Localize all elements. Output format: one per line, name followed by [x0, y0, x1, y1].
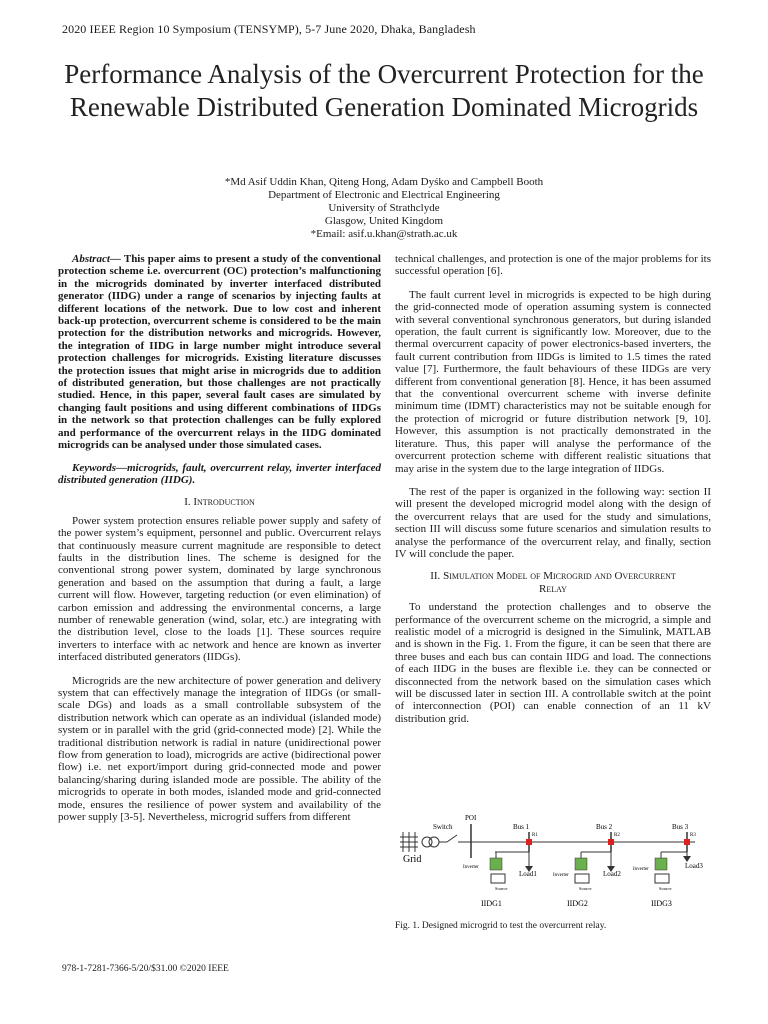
relay-r1: [526, 839, 532, 845]
iidg3-label: IIDG3: [651, 899, 672, 908]
relay-r3-label: R3: [690, 833, 696, 838]
source-1: [491, 874, 505, 883]
load2-label: Load2: [603, 870, 621, 878]
source-3-label: Source: [659, 886, 672, 891]
conference-header: 2020 IEEE Region 10 Symposium (TENSYMP), 5-7 June 2020, Dhaka, Bangladesh: [62, 22, 476, 36]
section-2-number: II.: [430, 570, 441, 583]
paper-title: Performance Analysis of the Overcurrent Protection for the Renewable Distributed Generation Dominated Microgrids: [64, 59, 704, 122]
relay-r1-label: R1: [532, 833, 538, 838]
author-department: Department of Electronic and Electrical Engineering: [268, 189, 500, 201]
section-1-heading: [58, 496, 381, 508]
intro-paragraph-2-continued: technical challenges, and protection is one of the major problems for its successful operation [6].: [395, 253, 711, 278]
author-block: [150, 176, 618, 241]
abstract-text: This paper aims to present a study of the conventional protection scheme i.e. overcurrent (OC) protection’s malfunctioning in the microgrids dominated by inverter interfaced distributed generator (IIDG) under a range of scenarios by injecting faults at different locations of the network. Due to low cost and inherent back-up protection, overcurrent scheme is considered to be the main protection for the distribution networks and microgrids. However, the integration of IIDG in large number might introduce several protection challenges for microgrids. Existing literature discusses the protection issues that might arise in microgrids due to addition of distributed generation, but those challenges are not practically studied. Hence, in this paper, several fault cases are simulated by changing fault positions and using different combinations of IIDGs in the network so that protection challenges can be fully explored and performance of the overcurrent relays in the IIDG dominated microgrids can be analysed under those simulated cases.: [58, 253, 381, 452]
section-2-paragraph-1: To understand the protection challenges and to observe the performance of the overcurrent scheme on the microgrid, a simple and realistic model of a microgrid is designed in the Simulink, MATLAB and is shown in the Fig. 1. From the figure, it can be seen that there are three buses and each bus can contain IIDG and load. The connections of each IIDG in the buses are flexible i.e. they can be connected or disconnected from the network based on the simulation cases which will be discussed later in section III. A controllable switch at the point of interconnection (POI) can enable connection of an 11 kV distribution grid.: [395, 601, 711, 725]
section-2-title-line2: Relay: [539, 582, 567, 595]
relay-r3: [684, 839, 690, 845]
microgrid-diagram: [395, 810, 711, 910]
source-1-label: Source: [495, 886, 508, 891]
grid-label: Grid: [403, 854, 422, 865]
inverter-1-label: Inverter: [463, 865, 479, 870]
copyright-footer: 978-1-7281-7366-5/20/$31.00 ©2020 IEEE: [62, 964, 229, 974]
relay-r2: [608, 839, 614, 845]
intro-paragraph-1: Power system protection ensures reliable power supply and safety of the power system’s equipment, personnel and public. Overcurrent relays that continuously measure current magnitude are responsible to detect faults in the distribution lines. The scheme is designed for the conventional strong power system, dominated by large synchronous generation and based on the assumption that during a fault, a large current will flow. However, targeting reduction (or even elimination) of carbon emission and addressing the environmental concerns, a large number of renewable generation (wind, solar, etc.) are integrating with the distribution level, close to the loads [1]. These sources require inverters to interface with ac network and hence are known as inverter interfaced distributed generators (IIDGs).: [58, 514, 381, 664]
figure-caption: Fig. 1. Designed microgrid to test the overcurrent relay.: [395, 921, 607, 931]
source-3: [655, 874, 669, 883]
grid-symbol: [400, 832, 418, 852]
relay-r2-label: R2: [614, 833, 620, 838]
switch-contact: [447, 835, 457, 842]
inverter-3: [655, 858, 667, 870]
author-location: Glasgow, United Kingdom: [324, 215, 444, 227]
bus1-label: Bus 1: [513, 823, 530, 831]
left-column: [58, 253, 381, 823]
author-email: *Email: asif.u.khan@strath.ac.uk: [310, 228, 458, 240]
author-university: University of Strathclyde: [328, 202, 440, 214]
keywords: Keywords—microgrids, fault, overcurrent relay, inverter interfaced distributed generation (IIDG).: [58, 461, 381, 486]
abstract-label: Abstract—: [72, 253, 121, 265]
inverter-2-label: Inverter: [553, 873, 569, 878]
load1-label: Load1: [519, 870, 537, 878]
transformer-coil-2: [429, 837, 439, 847]
intro-paragraph-4: The rest of the paper is organized in the following way: section II will present the developed microgrid model along with the design of the overcurrent relays that are used for the study and simulations, section III will discuss some future scenarios and simulation results to analyse the performance of the overcurrent relay, and finally, section IV will conclude the paper.: [395, 485, 711, 560]
abstract: [58, 253, 381, 452]
switch-label: Switch: [433, 823, 453, 831]
section-2-heading: [395, 570, 711, 595]
right-column: [395, 253, 711, 725]
inverter-2: [575, 858, 587, 870]
intro-paragraph-3: The fault current level in microgrids is expected to be high during the grid-connected mode of operation assuming system is connected with several conventional synchronous generators, but during islanded operation, the fault current is significantly low. Moreover, due to the thermal overcurrent capacity of power electronics-based inverters, the fault current contribution from IIDGs is limited to 1.5 times the rated value [7]. Furthermore, the fault behaviours of these IIDGs are very different from conventional generation [8]. Hence, it has been assumed that the conventional overcurrent scheme with inverse definite minimum time (IDMT) characteristics may not be suitable enough for the protection of microgrid or future distribution network [9, 10]. However, this assumption is not practically demonstrated in the literature. Thus, this paper will analyse the performance of the overcurrent protection scheme with different realistic situations that may arise in the system due to the large integration of IIDGs.: [395, 288, 711, 475]
bus3-label: Bus 3: [672, 823, 689, 831]
intro-paragraph-2: Microgrids are the new architecture of power generation and delivery system that can effectively manage the integration of IIDGs (or small-scale DGs) and loads as a small controllable subsystem of the distribution network which can operate as an individual (islanded mode) system or in parallel with the grid (grid-connected mode) [2]. While the traditional distribution network is radial in nature (unidirectional power flow from generation to load), microgrids are active (bidirectional power flow) i.e. net export/import during grid-connected mode and power balancing/sharing during islanded mode are possible. The ability of the microgrids to operate in both modes, islanded mode and grid-connected mode, ensures the resilience of power system and availability of the power supply [3-5]. Nevertheless, microgrid suffers from different: [58, 674, 381, 824]
source-2: [575, 874, 589, 883]
section-1-number: I.: [184, 496, 191, 509]
poi-label: POI: [465, 814, 477, 822]
section-1-title: Introduction: [193, 496, 255, 509]
inverter-1: [490, 858, 502, 870]
inverter-3-label: Inverter: [633, 867, 649, 872]
iidg2-label: IIDG2: [567, 899, 588, 908]
section-2-title-line1: Simulation Model of Microgrid and Overcurrent: [443, 570, 676, 583]
bus2-label: Bus 2: [596, 823, 613, 831]
load3-label: Load3: [685, 862, 703, 870]
author-names: *Md Asif Uddin Khan, Qiteng Hong, Adam Dyśko and Campbell Booth: [224, 176, 544, 188]
iidg1-label: IIDG1: [481, 899, 502, 908]
source-2-label: Source: [579, 886, 592, 891]
